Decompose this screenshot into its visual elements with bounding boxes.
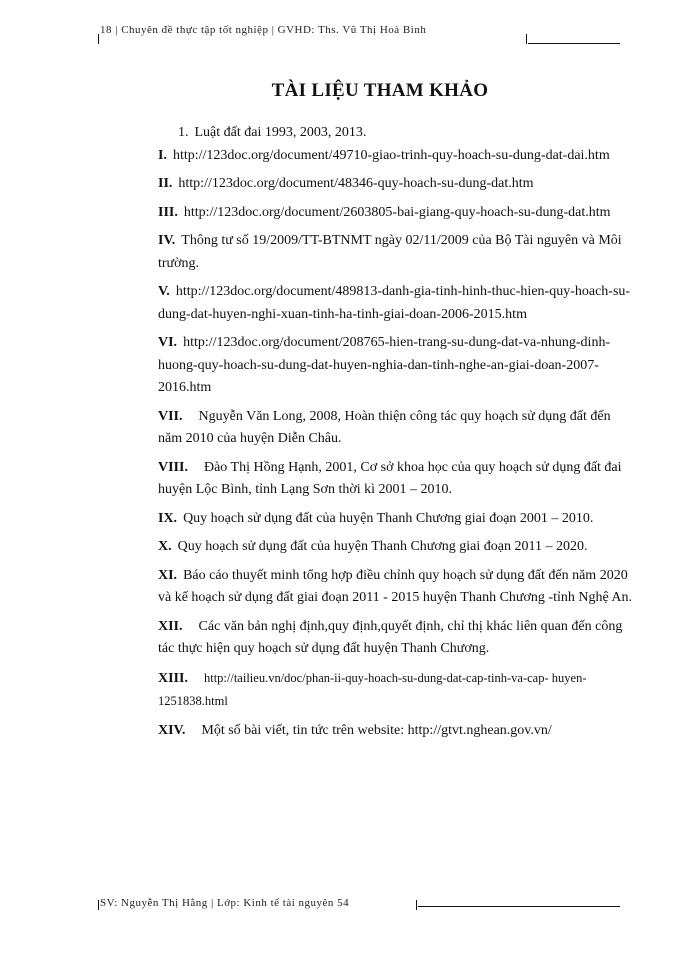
reference-text: Nguyễn Văn Long, 2008, Hoàn thiện công tác quy hoạch sử dụng đất đến năm 2010 của huyện Diễn Châu. [158, 408, 611, 446]
reference-number: XIII. [158, 670, 188, 686]
reference-text: http://123doc.org/document/2603805-bai-giang-quy-hoach-su-dung-dat.htm [183, 204, 611, 220]
reference-item [158, 508, 638, 531]
reference-item [158, 457, 638, 502]
reference-text: Quy hoạch sử dụng đất của huyện Thanh Chương giai đoạn 2001 – 2010. [183, 510, 594, 526]
footer-text: SV: Nguyễn Thị Hằng | Lớp: Kinh tế tài nguyên 54 [100, 897, 350, 909]
reference-item [158, 667, 638, 714]
header-right-tick [526, 34, 527, 44]
reference-number: IV. [158, 233, 176, 248]
reference-number: IX. [158, 510, 178, 526]
reference-item [158, 720, 638, 743]
header-left-tick [98, 34, 99, 44]
reference-number: VII. [158, 408, 183, 424]
reference-item [158, 565, 638, 610]
header-text: 18 | Chuyên đề thực tập tốt nghiệp | GVHD: Ths. Vũ Thị Hoà Bình [100, 24, 427, 36]
reference-text: Luật đất đai 1993, 2003, 2013. [194, 125, 367, 140]
reference-number: 1. [178, 125, 189, 140]
reference-item [158, 145, 638, 168]
reference-item [158, 122, 638, 145]
reference-number: II. [158, 176, 173, 191]
reference-item [158, 536, 638, 559]
reference-number: I. [158, 147, 167, 163]
reference-text: Một số bài viết, tin tức trên website: http://gtvt.nghean.gov.vn/ [201, 722, 552, 738]
reference-item [158, 173, 638, 196]
reference-text: Báo cáo thuyết minh tổng hợp điều chỉnh quy hoạch sử dụng đất đến năm 2020 và kế hoạch sử dụng đất giai đoạn 2011 - 2015 huyện Thanh Chương -tỉnh Nghệ An. [158, 567, 633, 605]
reference-item [158, 281, 638, 326]
reference-text: http://123doc.org/document/208765-hien-trang-su-dung-dat-va-nhung-dinh-huong-quy-hoach-su-dung-dat-huyen-nghia-dan-tinh-nghe-an-giai-doan-2007-2016.htm [158, 335, 611, 395]
reference-text: http://tailieu.vn/doc/phan-ii-quy-hoach-su-dung-dat-cap-tinh-va-cap- huyen-1251838.html [158, 670, 587, 708]
reference-number: XIV. [158, 722, 186, 738]
reference-text: http://123doc.org/document/49710-giao-trinh-quy-hoach-su-dung-dat-dai.htm [172, 147, 610, 163]
reference-text: http://123doc.org/document/48346-quy-hoach-su-dung-dat.htm [178, 176, 534, 191]
page-footer [100, 897, 620, 914]
reference-text: Thông tư số 19/2009/TT-BTNMT ngày 02/11/2009 của Bộ Tài nguyên và Môi trường. [158, 233, 622, 271]
reference-text: Quy hoạch sử dụng đất của huyện Thanh Chương giai đoạn 2011 – 2020. [177, 539, 588, 554]
reference-number: XII. [158, 618, 183, 634]
reference-number: XI. [158, 567, 178, 583]
reference-text: Đào Thị Hồng Hạnh, 2001, Cơ sở khoa học của quy hoạch sử dụng đất đai huyện Lộc Bình, tỉnh Lạng Sơn thời kì 2001 – 2010. [158, 459, 622, 497]
footer-rule [418, 906, 620, 907]
footer-left-tick [98, 900, 99, 910]
reference-number: V. [158, 284, 170, 299]
header-rule [528, 43, 620, 44]
reference-item [158, 332, 638, 400]
reference-item [158, 406, 638, 451]
footer-right-tick [416, 900, 417, 910]
reference-list [158, 122, 638, 748]
reference-item [158, 202, 638, 225]
reference-text: http://123doc.org/document/489813-danh-gia-tinh-hinh-thuc-hien-quy-hoach-su-dung-dat-huyen-nghi-xuan-tinh-ha-tinh-giai-doan-2006-2015.htm [158, 284, 631, 322]
reference-item [158, 230, 638, 275]
reference-number: VI. [158, 335, 178, 350]
reference-item [158, 616, 638, 661]
reference-text: Các văn bản nghị định,quy định,quyết định, chỉ thị khác liên quan đến công tác thực hiện quy hoạch sử dụng đất huyện Thanh Chương. [158, 618, 623, 656]
reference-number: III. [158, 204, 178, 220]
page-header [100, 24, 620, 46]
reference-number: VIII. [158, 459, 188, 475]
page-title: TÀI LIỆU THAM KHẢO [271, 80, 489, 101]
reference-number: X. [158, 539, 172, 554]
